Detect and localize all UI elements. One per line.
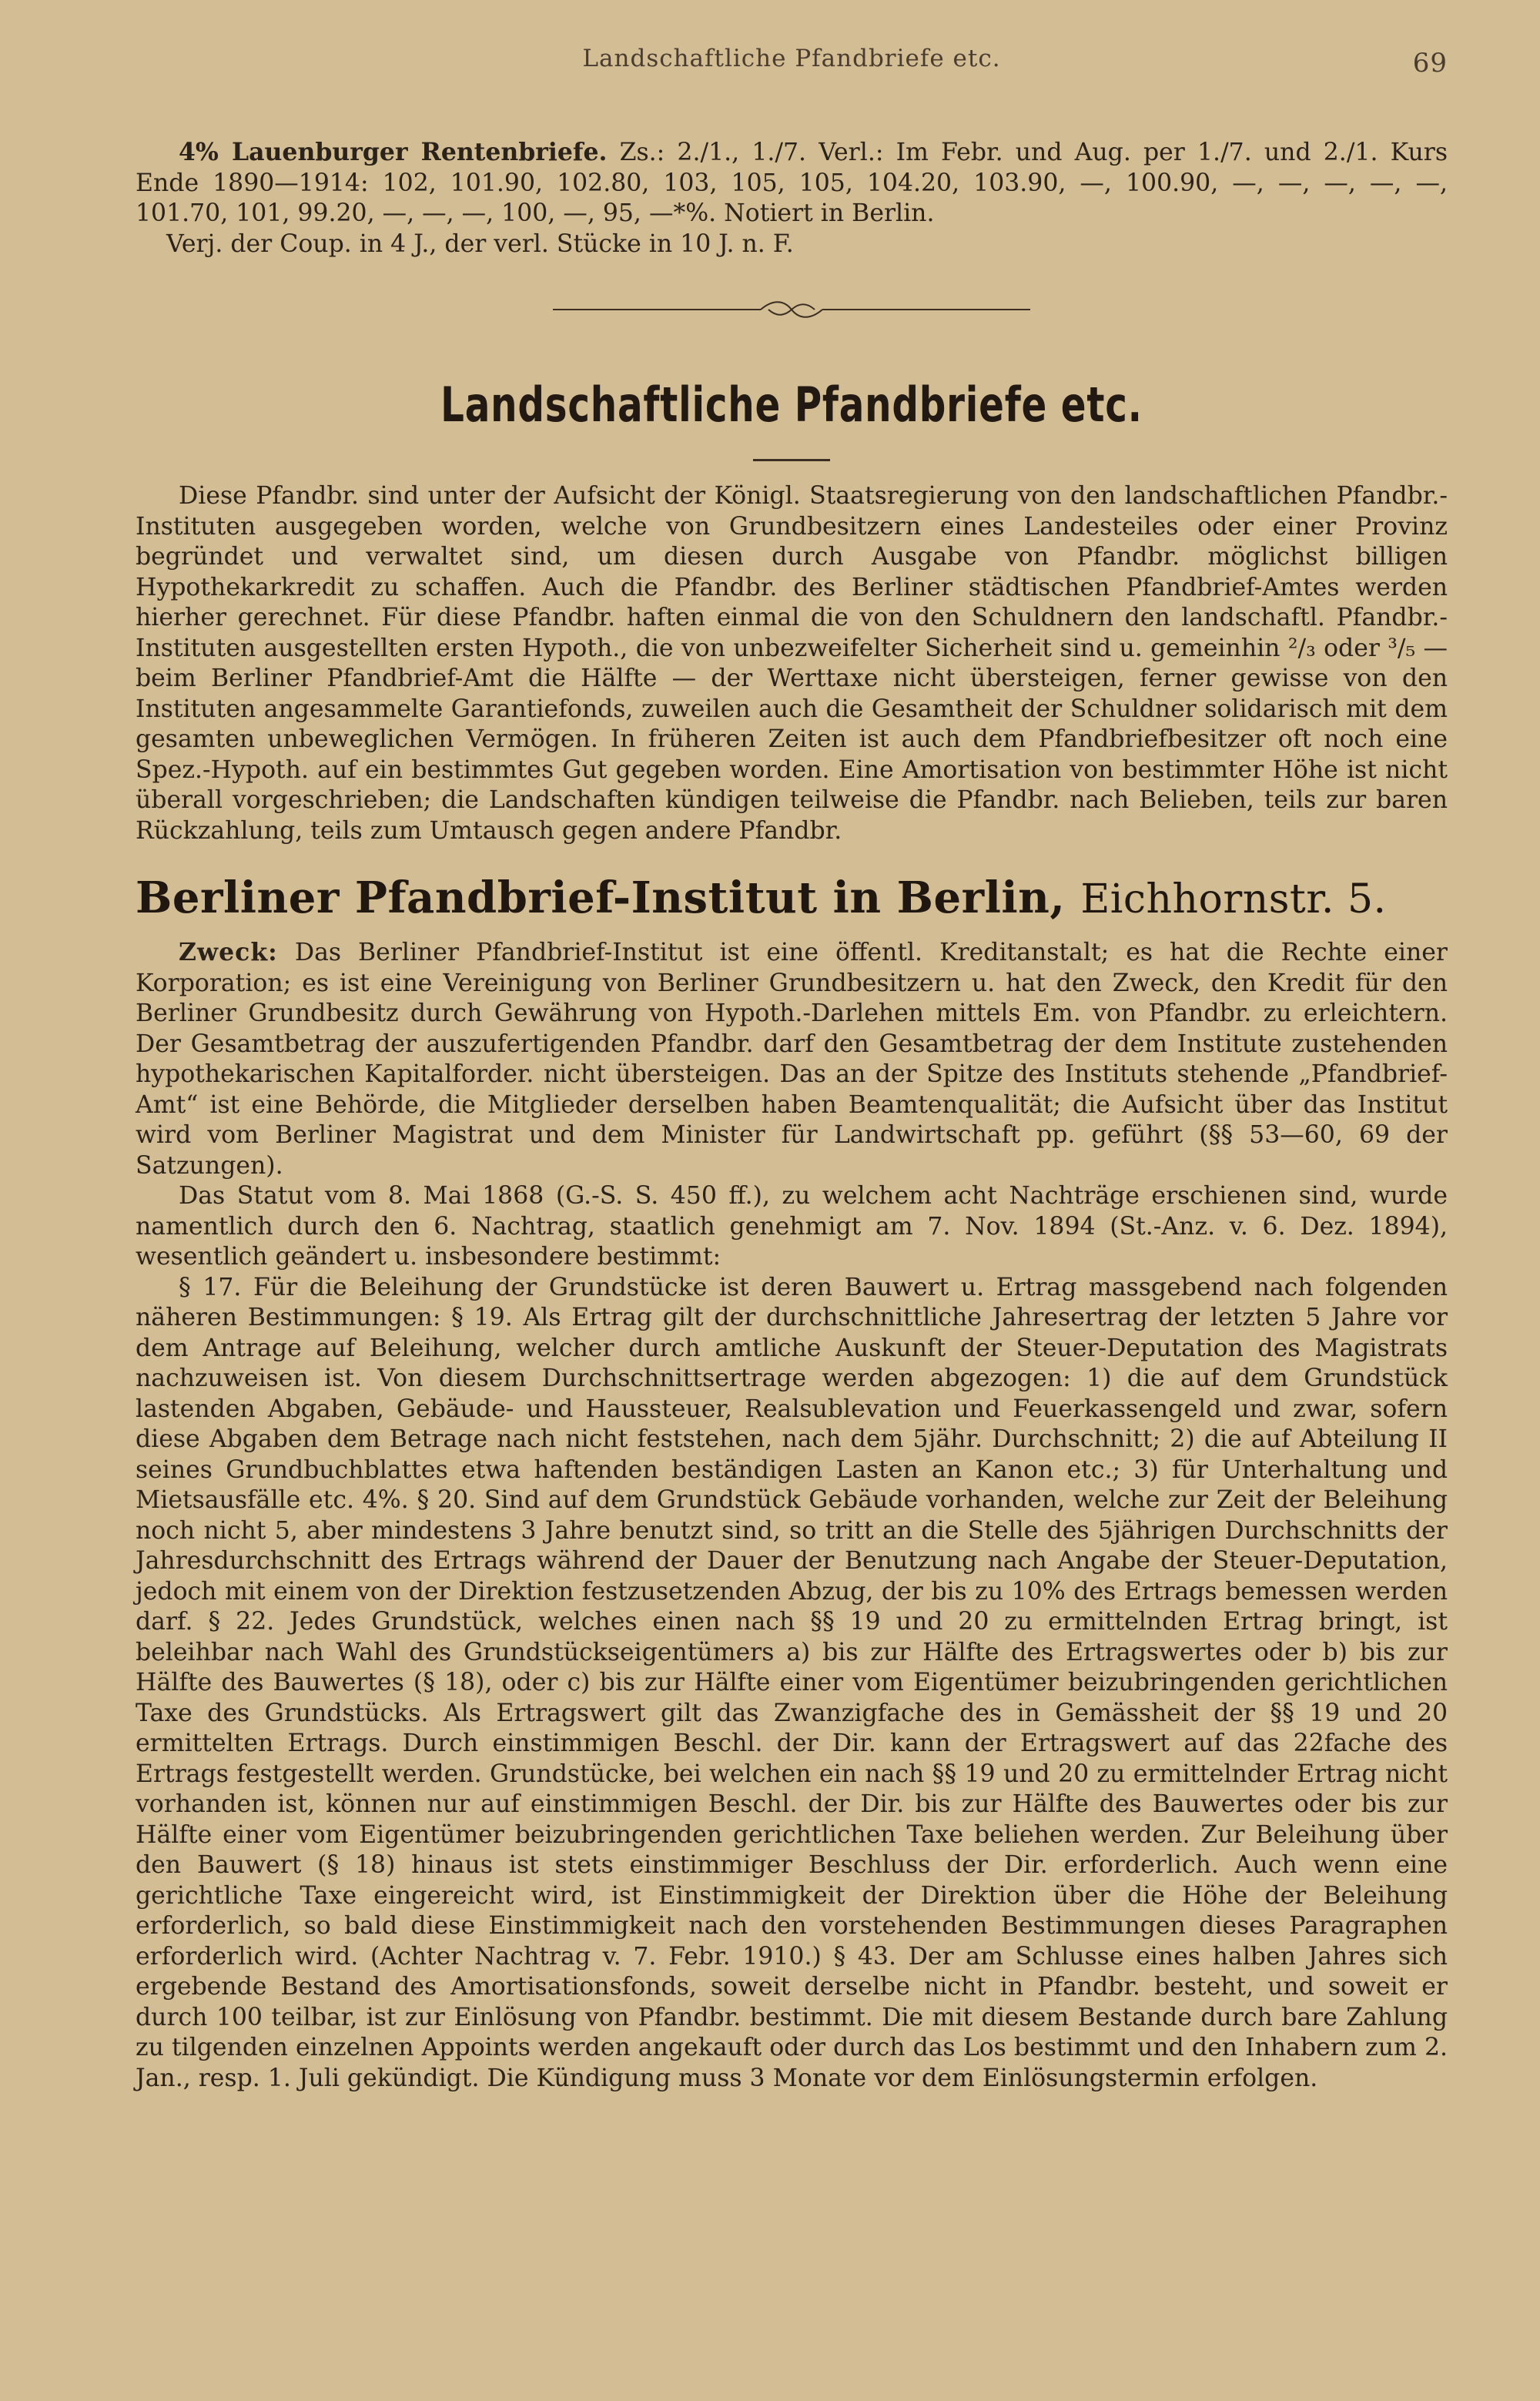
page-number: 69	[1412, 48, 1448, 79]
statute-sections-paragraph: § 17. Für die Beleihung der Grundstücke ist deren Bauwert u. Ertrag massgebend nach folgenden näheren Bestimmungen: § 19. Als Ertrag gilt der durchschnittliche Jahresertrag der letzten 5 Jahre vor dem Antrage auf Beleihung, welcher durch amtliche Auskunft der Steuer-Deputation des Magistrats nachzuweisen ist. Von diesem Durchschnittsertrage werden abgezogen: 1) die auf dem Grundstück lastenden Abgaben, Gebäude- und Haussteuer, Realsublevation und Feuerkassengeld und zwar, sofern diese Abgaben dem Betrage nach nicht feststehen, nach dem 5jähr. Durchschnitt; 2) die auf Abteilung II seines Grundbuchblattes etwa haftenden beständigen Lasten an Kanon etc.; 3) für Unterhaltung und Mietsausfälle etc. 4%. § 20. Sind auf dem Grundstück Gebäude vorhanden, welche zur Zeit der Beleihung noch nicht 5, aber mindestens 3 Jahre benutzt sind, so tritt an die Stelle des 5jährigen Durchschnitts der Jahresdurchschnitt des Ertrags während der Dauer der Benutzung nach Angabe der Steuer-Deputation, jedoch mit einem von der Direktion festzusetzenden Abzug, der bis zu 10% des Ertrags bemessen werden darf. § 22. Jedes Grundstück, welches einen nach §§ 19 und 20 zu ermittelnden Ertrag bringt, ist beleihbar nach Wahl des Grundstückseigentümers a) bis zur Hälfte des Ertragswertes oder b) bis zur Hälfte des Bauwertes (§ 18), oder c) bis zur Hälfte einer vom Eigentümer beizubringenden gerichtlichen Taxe des Grundstücks. Als Ertragswert gilt das Zwanzigfache des in Gemässheit der §§ 19 und 20 ermittelten Ertrags. Durch einstimmigen Beschl. der Dir. kann der Ertragswert auf das 22fache des Ertrags festgestellt werden. Grundstücke, bei welchen ein nach §§ 19 und 20 zu ermittelnder Ertrag nicht vorhanden ist, können nur auf einstimmigen Beschl. der Dir. bis zur Hälfte des Bauwertes oder bis zur Hälfte einer vom Eigentümer beizubringenden gerichtlichen Taxe beliehen werden. Zur Beleihung über den Bauwert (§ 18) hinaus ist stets einstimmiger Beschluss der Dir. erforderlich. Auch wenn eine gerichtliche Taxe eingereicht wird, ist Einstimmigkeit der Direktion über die Höhe der Beleihung erforderlich, so bald diese Einstimmigkeit nach den vorstehenden Bestimmungen dieses Paragraphen erforderlich wird. (Achter Nachtrag v. 7. Febr. 1910.) § 43. Der am Schlusse eines halben Jahres sich ergebende Bestand des Amortisationsfonds, soweit derselbe nicht in Pfandbr. besteht, und soweit er durch 100 teilbar, ist zur Einlösung von Pfandbr. bestimmt. Die mit diesem Bestande durch bare Zahlung zu tilgenden einzelnen Appoints werden angekauft oder durch das Los bestimmt und den Inhabern zum 2. Jan., resp. 1. Juli gekündigt. Die Kündigung muss 3 Monate vor dem Einlösungstermin erfolgen.	[136, 1273, 1448, 2092]
institute-name: Berliner Pfandbrief-Institut in Berlin,	[136, 872, 1066, 923]
section-intro: Diese Pfandbr. sind unter der Aufsicht der Königl. Staatsregierung von den landschaftlichen Pfandbr.-Instituten ausgegeben worden, welche von Grundbesitzern eines Landesteiles oder einer Provinz begründet und verwaltet sind, um diesen durch Ausgabe von Pfandbr. möglichst billigen Hypothekarkredit zu schaffen. Auch die Pfandbr. des Berliner städtischen Pfandbrief-Amtes werden hierher gerechnet. Für diese Pfandbr. haften einmal die von den Schuldnern den landschaftl. Pfandbr.-Instituten ausgestellten ersten Hypoth., die von unbezweifelter Sicherheit sind u. gemeinhin ²/₃ oder ³/₅ — beim Berliner Pfandbrief-Amt die Hälfte — der Werttaxe nicht übersteigen, ferner gewisse von den Instituten angesammelte Garantiefonds, zuweilen auch die Gesamtheit der Schuldner solidarisch mit dem gesamten unbeweglichen Vermögen. In früheren Zeiten ist auch dem Pfandbriefbesitzer oft noch eine Spez.-Hypoth. auf ein bestimmtes Gut gegeben worden. Eine Amortisation von bestimmter Höhe ist nicht überall vorgeschrieben; die Landschaften kündigen teilweise die Pfandbr. nach Belieben, teils zur baren Rückzahlung, teils zum Umtausch gegen andere Pfandbr.	[136, 482, 1448, 845]
institute-heading	[136, 872, 1448, 925]
ornament-flourish-icon	[553, 298, 1030, 321]
title-rule	[753, 459, 830, 461]
statut-paragraph: Das Statut vom 8. Mai 1868 (G.-S. S. 450 ff.), zu welchem acht Nachträge erschienen sind, wurde namentlich durch den 6. Nachtrag, staatlich genehmigt am 7. Nov. 1894 (St.-Anz. v. 6. Dez. 1894), wesentlich geändert u. insbesondere bestimmt:	[136, 1182, 1448, 1271]
entry-verjaehrung: Verj. der Coup. in 4 J., der verl. Stücke in 10 J. n. F.	[166, 229, 794, 258]
zweck-label: Zweck:	[179, 938, 278, 966]
zweck-paragraph	[136, 937, 1448, 1181]
running-title: Landschaftliche Pfandbriefe etc.	[582, 45, 1001, 72]
running-head	[136, 45, 1448, 91]
entry-lead: 4% Lauenburger Rentenbriefe.	[179, 138, 608, 166]
institute-address: Eichhornstr. 5.	[1080, 876, 1387, 923]
entry-lauenburger-rentenbriefe	[136, 137, 1448, 260]
zweck-text: Das Berliner Pfandbrief-Institut ist eine öffentl. Kreditanstalt; es hat die Rechte einer Korporation; es ist eine Vereinigung von Berliner Grundbesitzern u. hat den Zweck, den Kredit für den Berliner Grundbesitz durch Gewährung von Hypoth.-Darlehen mittels Em. von Pfandbr. zu erleichtern. Der Gesamtbetrag der auszufertigenden Pfandbr. darf den Gesamtbetrag der dem Institute zustehenden hypothekarischen Kapitalforder. nicht übersteigen. Das an der Spitze des Instituts stehende „Pfandbrief-Amt“ ist eine Behörde, die Mitglieder derselben haben Beamtenqualität; die Aufsicht über das Institut wird vom Berliner Magistrat und dem Minister für Landwirtschaft pp. geführt (§§ 53—60, 69 der Satzungen).	[136, 939, 1448, 1180]
entry-text: Zs.: 2./1., 1./7. Verl.: Im Febr. und Aug. per 1./7. und 2./1. Kurs Ende 1890—1914: 102, 101.90, 102.80, 103, 105, 105, 104.20, 103.90, —, 100.90, —, —, —, —, —, 101.70, 101, 99.20, —, —, —, 100, —, 95, —*%. Notiert in Berlin.	[136, 139, 1448, 227]
section-title: Landschaftliche Pfandbriefe etc.	[440, 377, 1143, 433]
ornament-divider	[553, 298, 1030, 321]
entry-body	[136, 137, 1448, 229]
